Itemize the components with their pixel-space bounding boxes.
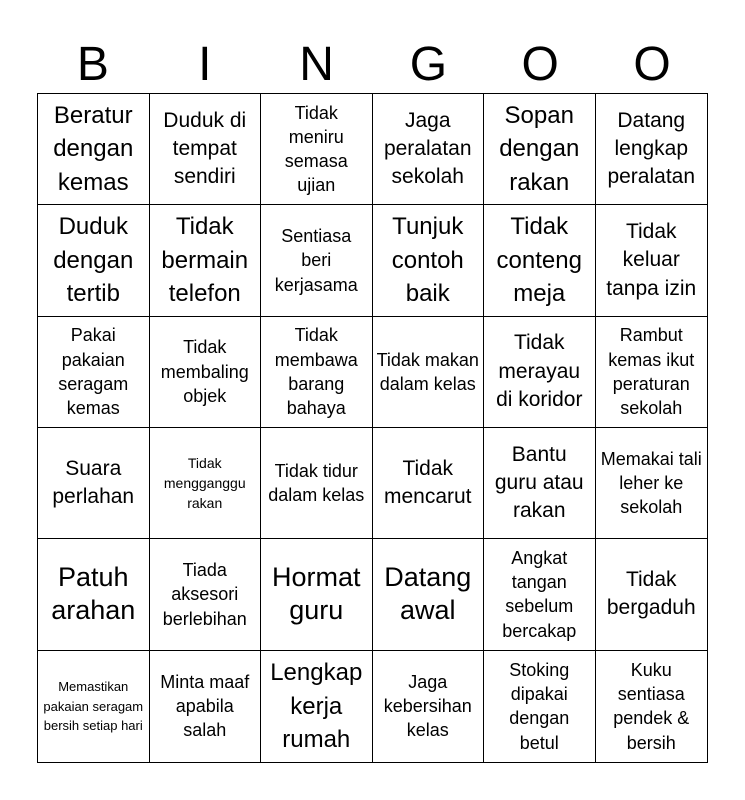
bingo-cell[interactable]: [150, 94, 262, 205]
cell-label: Tiada aksesori berlebihan: [162, 560, 247, 629]
header-letter: N: [299, 38, 334, 91]
bingo-header: [37, 36, 708, 94]
bingo-cell[interactable]: [373, 317, 485, 428]
header-letter: I: [198, 38, 212, 91]
bingo-cell[interactable]: [373, 539, 485, 650]
cell-label: Tunjuk contoh baik: [391, 213, 464, 308]
bingo-cell[interactable]: [596, 651, 708, 762]
bingo-cell[interactable]: [596, 428, 708, 539]
cell-label: Tidak tidur dalam kelas: [268, 460, 365, 506]
cell-label: Minta maaf apabila salah: [160, 671, 250, 741]
cell-label: Duduk di tempat sendiri: [163, 108, 247, 189]
cell-label: Stoking dipakai dengan betul: [509, 659, 570, 753]
cell-label: Hormat guru: [271, 561, 361, 626]
cell-label: Tidak mengganggu rakan: [163, 454, 246, 512]
bingo-cell[interactable]: [38, 94, 150, 205]
bingo-cell[interactable]: [38, 428, 150, 539]
cell-label: Beratur dengan kemas: [53, 101, 134, 196]
bingo-cell[interactable]: [38, 205, 150, 316]
cell-label: Tidak membawa barang bahaya: [274, 325, 358, 419]
bingo-cell[interactable]: [261, 428, 373, 539]
bingo-cell[interactable]: [596, 94, 708, 205]
cell-label: Bantu guru atau rakan: [494, 442, 584, 523]
bingo-cell[interactable]: [373, 205, 485, 316]
bingo-cell[interactable]: [38, 651, 150, 762]
cell-label: Kuku sentiasa pendek & bersih: [613, 659, 690, 753]
cell-label: Jaga kebersihan kelas: [383, 671, 472, 741]
cell-label: Sentiasa beri kerjasama: [274, 226, 358, 295]
cell-label: Duduk dengan tertib: [53, 213, 134, 308]
bingo-cell[interactable]: [261, 651, 373, 762]
cell-label: Rambut kemas ikut peraturan sekolah: [608, 325, 695, 419]
bingo-cell[interactable]: [38, 317, 150, 428]
bingo-cell[interactable]: [261, 94, 373, 205]
cell-label: Memakai tali leher ke sekolah: [600, 448, 702, 518]
cell-label: Tidak membaling objek: [160, 337, 249, 406]
header-letter: O: [633, 38, 671, 91]
cell-label: Pakai pakaian seragam kemas: [58, 325, 129, 419]
bingo-cell[interactable]: [373, 651, 485, 762]
cell-label: Tidak makan dalam kelas: [376, 349, 479, 394]
bingo-cell[interactable]: [150, 205, 262, 316]
bingo-cell[interactable]: [373, 94, 485, 205]
cell-label: Memastikan pakaian seragam bersih setiap hari: [43, 679, 144, 734]
bingo-cell[interactable]: [261, 205, 373, 316]
bingo-cell[interactable]: [484, 317, 596, 428]
cell-label: Tidak bermain telefon: [161, 213, 249, 308]
cell-label: Tidak meniru semasa ujian: [284, 102, 348, 196]
bingo-cell[interactable]: [150, 651, 262, 762]
bingo-cell[interactable]: [373, 428, 485, 539]
header-letter: O: [521, 38, 559, 91]
cell-label: Lengkap kerja rumah: [270, 658, 363, 754]
bingo-cell[interactable]: [484, 94, 596, 205]
cell-label: Patuh arahan: [51, 561, 136, 626]
cell-label: Datang awal: [384, 561, 472, 626]
bingo-cell[interactable]: [261, 317, 373, 428]
cell-label: Tidak keluar tanpa izin: [606, 219, 697, 300]
cell-label: Datang lengkap peralatan: [607, 108, 696, 189]
bingo-cell[interactable]: [484, 651, 596, 762]
bingo-cell[interactable]: [150, 539, 262, 650]
bingo-cell[interactable]: [150, 317, 262, 428]
cell-label: Suara perlahan: [52, 456, 135, 509]
header-letter: B: [76, 38, 109, 91]
bingo-cell[interactable]: [150, 428, 262, 539]
bingo-cell[interactable]: [596, 205, 708, 316]
cell-label: Tidak conteng meja: [496, 213, 582, 308]
cell-label: Angkat tangan sebelum bercakap: [502, 547, 577, 641]
bingo-cell[interactable]: [484, 205, 596, 316]
bingo-cell[interactable]: [38, 539, 150, 650]
bingo-grid: [37, 93, 708, 763]
cell-label: Tidak mencarut: [383, 456, 472, 509]
bingo-cell[interactable]: [484, 428, 596, 539]
bingo-cell[interactable]: [596, 539, 708, 650]
bingo-cell[interactable]: [484, 539, 596, 650]
header-letter: G: [409, 38, 448, 91]
bingo-cell[interactable]: [261, 539, 373, 650]
cell-label: Tidak merayau di koridor: [496, 331, 583, 411]
cell-label: Sopan dengan rakan: [499, 101, 580, 196]
cell-label: Jaga peralatan sekolah: [383, 108, 472, 189]
cell-label: Tidak bergaduh: [606, 568, 696, 620]
bingo-cell[interactable]: [596, 317, 708, 428]
